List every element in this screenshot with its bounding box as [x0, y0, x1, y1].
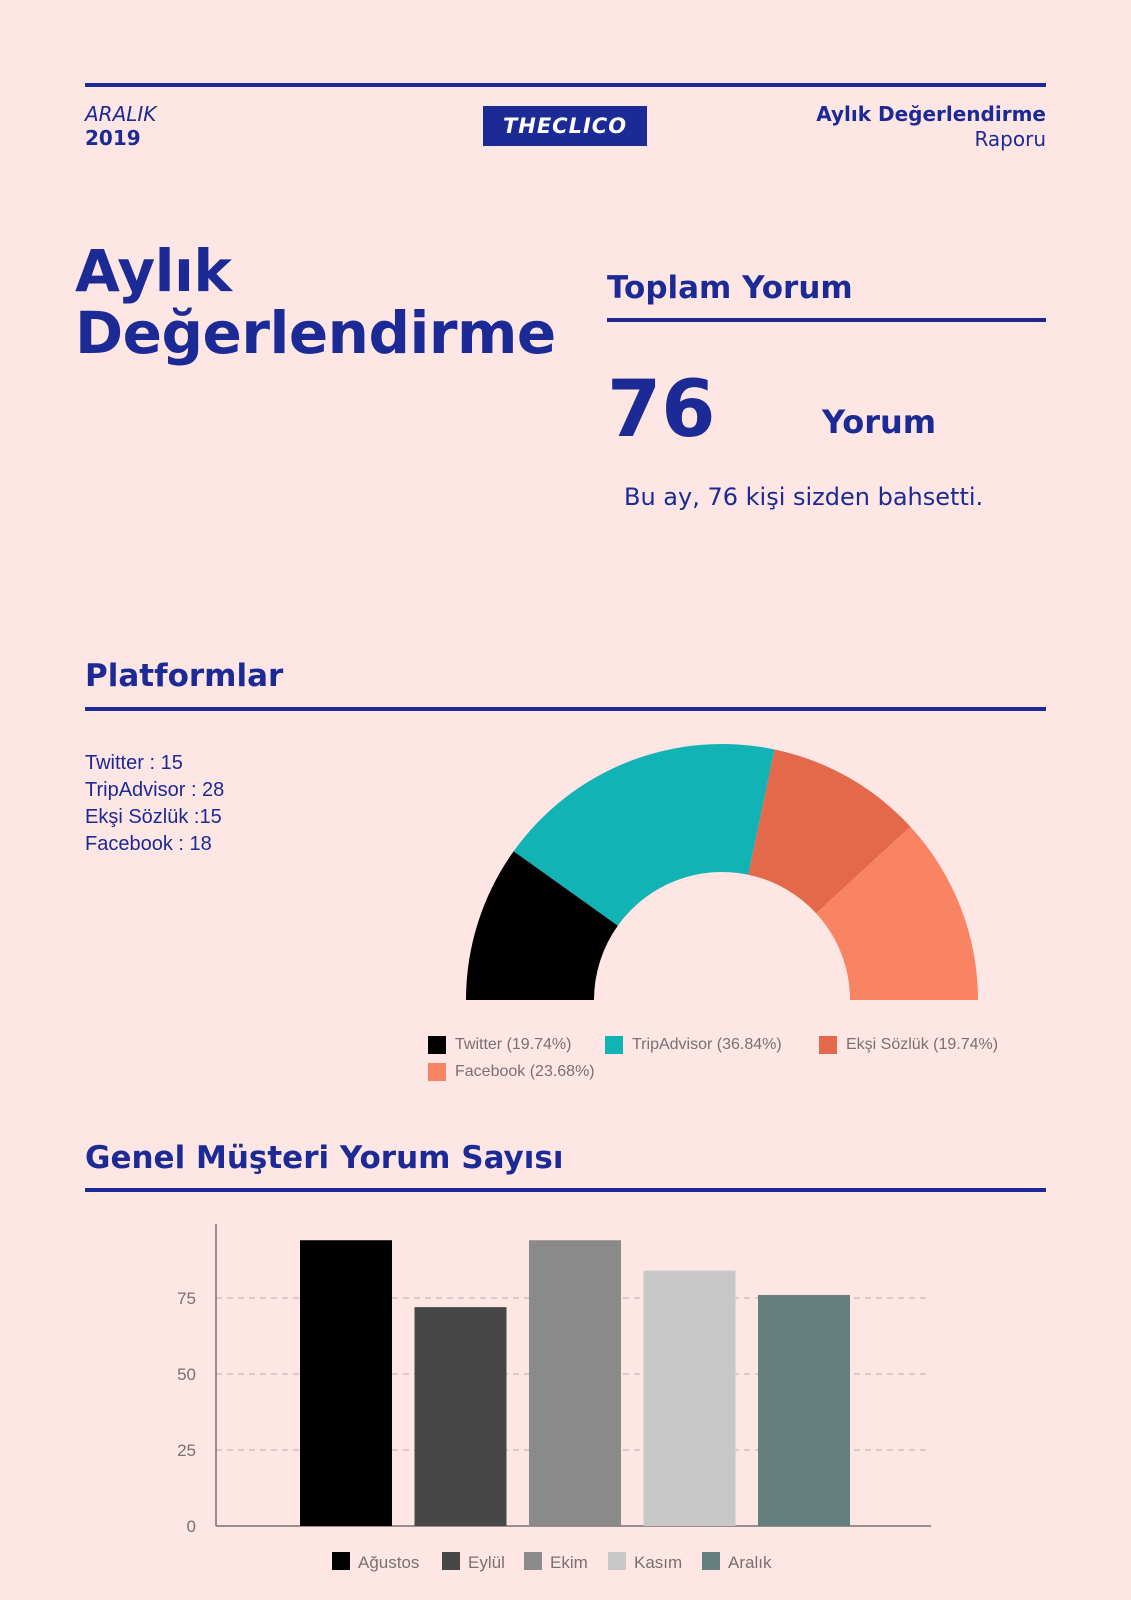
- legend-label: Twitter (19.74%): [455, 1036, 572, 1053]
- donut-legend-item: [428, 1063, 595, 1081]
- platform-item-twitter: Twitter : 15: [85, 752, 183, 774]
- donut-legend-item: [428, 1036, 571, 1054]
- bar-legend-swatch: [608, 1552, 626, 1570]
- legend-label: Ekşi Sözlük (19.74%): [846, 1036, 999, 1053]
- bar-legend-label: Ağustos: [358, 1553, 420, 1572]
- legend-swatch: [605, 1036, 623, 1054]
- platforms-heading: Platformlar: [85, 658, 284, 694]
- y-tick-label: 25: [177, 1441, 196, 1460]
- bar-4: [758, 1295, 850, 1526]
- comment-bar-chart: [0, 1200, 1131, 1600]
- platform-item-tripadvisor: TripAdvisor : 28: [85, 779, 225, 801]
- donut-legend-item: [819, 1036, 998, 1054]
- header-month: ARALIK: [85, 102, 157, 126]
- bar-3: [644, 1271, 736, 1526]
- header-year: 2019: [85, 126, 141, 150]
- brand-logo: THECLICO: [483, 106, 647, 146]
- y-tick-label: 0: [186, 1517, 196, 1536]
- total-heading: Toplam Yorum: [607, 270, 853, 306]
- legend-swatch: [428, 1036, 446, 1054]
- total-value: 76: [607, 365, 716, 455]
- bar-legend-swatch: [702, 1552, 720, 1570]
- donut-legend-item: [605, 1036, 782, 1054]
- header-title-line1: Aylık Değerlendirme: [816, 102, 1046, 126]
- header-title-line2: Raporu: [974, 127, 1046, 151]
- page-title-line2: Değerlendirme: [75, 299, 556, 367]
- bar-legend-swatch: [524, 1552, 542, 1570]
- bar-legend-label: Kasım: [634, 1553, 683, 1572]
- y-tick-label: 75: [177, 1289, 196, 1308]
- page-title-line1: Aylık: [75, 237, 232, 305]
- platform-item-facebook: Facebook : 18: [85, 833, 212, 855]
- bar-legend-swatch: [332, 1552, 350, 1570]
- bar-legend-label: Ekim: [550, 1553, 588, 1572]
- legend-swatch: [819, 1036, 837, 1054]
- bar-0: [300, 1240, 392, 1526]
- platform-item-eksi: Ekşi Sözlük :15: [85, 806, 222, 828]
- legend-label: TripAdvisor (36.84%): [632, 1036, 782, 1053]
- bar-1: [415, 1307, 507, 1526]
- legend-label: Facebook (23.68%): [455, 1063, 595, 1080]
- bar-legend-label: Aralık: [728, 1553, 772, 1572]
- total-blurb: Bu ay, 76 kişi sizden bahsetti.: [624, 483, 984, 511]
- legend-swatch: [428, 1063, 446, 1081]
- total-unit: Yorum: [822, 403, 937, 441]
- bar-legend-swatch: [442, 1552, 460, 1570]
- y-tick-label: 50: [177, 1365, 196, 1384]
- bar-legend-label: Eylül: [468, 1553, 505, 1572]
- bar-2: [529, 1240, 621, 1526]
- customers-heading: Genel Müşteri Yorum Sayısı: [85, 1140, 564, 1176]
- customers-rule: [85, 1188, 1046, 1192]
